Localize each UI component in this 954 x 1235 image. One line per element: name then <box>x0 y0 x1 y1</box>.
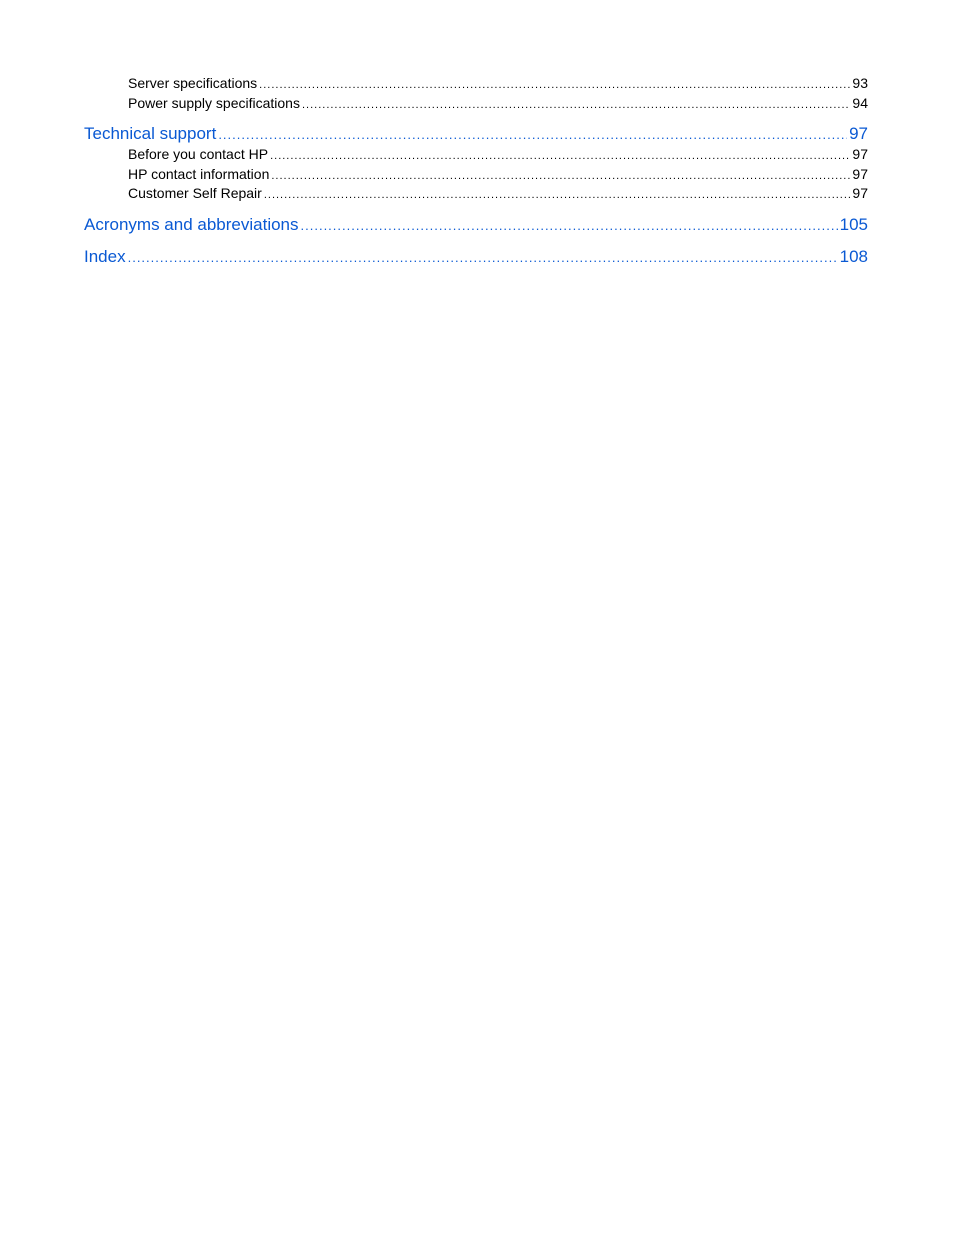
toc-entry-hp-contact-information[interactable] <box>128 165 868 185</box>
toc-chapter-acronyms-and-abbreviations[interactable] <box>84 214 868 236</box>
dot-leader <box>264 186 851 204</box>
toc-entry-before-you-contact-hp[interactable] <box>128 145 868 165</box>
toc-chapter-index[interactable] <box>84 246 868 268</box>
toc-chapter-page: 108 <box>839 246 868 266</box>
table-of-contents <box>84 74 868 268</box>
dot-leader <box>218 124 847 145</box>
toc-entry-customer-self-repair[interactable] <box>128 184 868 204</box>
toc-entry-server-specifications[interactable] <box>128 74 868 94</box>
toc-entry-label: Before you contact HP <box>128 145 268 165</box>
dot-leader <box>301 215 838 236</box>
toc-entry-page: 97 <box>852 184 868 204</box>
dot-leader <box>259 76 850 94</box>
toc-chapter-page: 105 <box>839 214 868 234</box>
toc-chapter-label: Index <box>84 246 126 266</box>
toc-entry-page: 97 <box>852 145 868 165</box>
toc-entry-label: Power supply specifications <box>128 94 300 114</box>
toc-chapter-label: Acronyms and abbreviations <box>84 214 299 234</box>
dot-leader <box>128 247 838 268</box>
toc-entry-label: Customer Self Repair <box>128 184 262 204</box>
toc-entry-page: 93 <box>852 74 868 94</box>
toc-chapter-label: Technical support <box>84 124 217 143</box>
dot-leader <box>270 147 850 165</box>
toc-entry-label: HP contact information <box>128 165 269 185</box>
toc-entry-label: Server specifications <box>128 74 257 94</box>
toc-entry-page: 97 <box>852 165 868 185</box>
toc-chapter-page: 97 <box>849 124 868 143</box>
dot-leader <box>271 167 850 185</box>
toc-entry-page: 94 <box>852 94 868 114</box>
toc-chapter-technical-support[interactable] <box>84 123 868 145</box>
dot-leader <box>302 96 850 114</box>
toc-entry-power-supply-specifications[interactable] <box>128 94 868 114</box>
